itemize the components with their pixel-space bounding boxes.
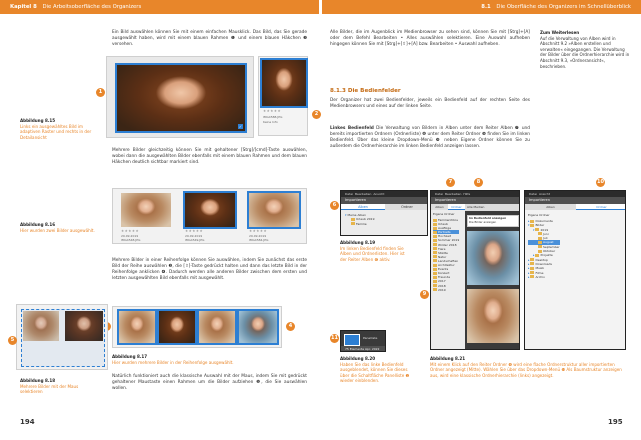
album-item[interactable]: Familie xyxy=(345,222,375,226)
range-thumb-1[interactable] xyxy=(119,311,155,343)
import-button[interactable]: Importieren xyxy=(431,197,519,204)
notice-text: Die Bilder anzeigen xyxy=(469,219,497,224)
chapter-title: Die Arbeitsoberfläche des Organizers xyxy=(42,4,142,10)
page-number-right: 195 xyxy=(608,418,623,426)
folder-item[interactable]: Familienfotos xyxy=(433,218,459,222)
folder-item[interactable]: Ausflüge xyxy=(433,226,459,230)
menu-file[interactable]: Datei xyxy=(529,192,538,196)
folder-item[interactable]: Natur xyxy=(433,255,459,259)
caption-text: Haben Sie das linke Bedienfeld ausgeblendet, können Sie dieses über die Schaltfläche Panelliste ❶ wieder einblenden. xyxy=(340,361,410,384)
panel-list-label[interactable]: Panelliste xyxy=(363,336,378,340)
folder-item[interactable]: Events xyxy=(433,267,459,271)
check-icon: ✓ xyxy=(238,124,243,129)
paragraph-body: Die Verwaltung von Bildern in Alben unter dem Reiter Alben ❼ und bereits importierten Ordnern (Ordnerliste) ❽ unter dem Reiter Ordner ❾ finden Sie im linken Bedienfeld. Über das kleine Dropdown-Menü ❿ neben Eigene Ordner können Sie zu außerdem die Ordnerhierarchie im linken Bedienfeld anzeigen lassen. xyxy=(330,126,531,150)
paragraph-heading: Linkes Bedienfeld xyxy=(330,126,374,131)
folder-tree xyxy=(528,219,560,279)
folder-item[interactable]: Tiere xyxy=(433,247,459,251)
right-paragraph-1: Alle Bilder, die im Augenblick im Medienbrowser zu sehen sind, können Sie mit [Strg]+[A] oder dem Befehl Bearbeiten • Alles auswählen selektieren. Eine Auswahl aufheben hingegen können Sie mit [Strg]+[⇧]+[A] bzw. Bearbeiten • Auswahl aufheben. xyxy=(330,30,530,48)
figure-8-21-tree xyxy=(524,190,626,350)
callout-2: 2 xyxy=(312,110,321,119)
figure-8-20-panel xyxy=(340,330,386,352)
caption-label: Abbildung 8.20 xyxy=(340,356,376,361)
caption-8-17 xyxy=(112,354,307,365)
tab-ordner[interactable]: Ordner xyxy=(448,204,465,210)
sidebar-box xyxy=(540,30,630,69)
left-paragraph-2: Mehrere Bilder gleichzeitig können Sie mit gehaltener [Strg]/[cmd]-Taste auswählen, wobei dann die ausgewählten Bilder ebenfalls mit einem blauen Rahmen und dem blauen Häkchen deutlich sichtbar markiert sind. xyxy=(112,148,307,166)
right-paragraph-2: Der Organizer hat zwei Bedienfelder, jeweils ein Bedienfeld auf der rechten Seite des Medienbrowsers und eines auf der linken Seite. xyxy=(330,98,530,110)
tree-node[interactable]: Oktober xyxy=(528,249,560,253)
tree-node[interactable]: ▸ Projekte xyxy=(533,253,553,258)
caption-text: Im linken Bedienfeld finden Sie Alben und Ordnerlisten. Hier ist der Reiter Alben ❻ aktiv. xyxy=(340,245,405,262)
rating-stars[interactable]: ★★★★★ xyxy=(263,109,282,113)
tree-node[interactable]: ▸ Archiv xyxy=(528,274,545,279)
album-root[interactable]: ▾ Meine Alben xyxy=(345,213,366,217)
date-2: 29.09.2019 xyxy=(185,234,203,238)
grid-photo-1[interactable] xyxy=(467,231,519,285)
figure-8-16 xyxy=(112,188,307,244)
callout-11: 11 xyxy=(331,335,338,341)
menu-file[interactable]: Datei xyxy=(345,192,354,196)
callout-8: 8 xyxy=(474,178,483,187)
folder-item[interactable]: Urlaub xyxy=(433,222,459,226)
menu-edit[interactable]: Bearbeiten xyxy=(444,192,462,196)
name-1: IMG4548.JPG xyxy=(121,238,141,242)
tree-node[interactable]: ▸ Filme xyxy=(528,270,544,275)
left-paragraph-4: Natürlich funktioniert auch die klassische Auswahl mit der Maus, indem Sie mit gedrückt gehaltener Maustaste einen Rahmen um die Bilder aufziehen ❺, die Sie auswählen wollen. xyxy=(112,374,307,392)
callout-1: 1 xyxy=(96,88,105,97)
caption-label: Abbildung 8.16 xyxy=(20,222,56,227)
tree-node-selected[interactable]: August xyxy=(528,240,560,244)
notice-title: Im Bedienfeld anzeigen xyxy=(469,216,507,220)
tree-node[interactable]: ▸ Dokumente xyxy=(528,219,553,223)
selection-marquee[interactable] xyxy=(21,309,105,367)
name-3: IMG4584.JPG xyxy=(249,238,269,242)
caption-label: Abbildung 8.19 xyxy=(340,240,376,245)
tab-all-media[interactable]: Alle Medien xyxy=(467,205,485,209)
callout-5: 5 xyxy=(8,336,17,345)
caption-text: Mit einem Klick auf den Reiter Ordner ❾ wird eine flache Ordnerstruktur aller importierten Ordner angezeigt (Mitte). Wählen Sie über das Dropdown-Menü ❿ Als Baumstruktur anzeigen aus, wird eine klassische Ordnerhierarchie (links) angezeigt. xyxy=(430,361,622,378)
folder-item[interactable]: Landschaften xyxy=(433,259,459,263)
caption-8-21 xyxy=(430,356,626,378)
tree-node[interactable]: ▸ Desktop xyxy=(528,257,548,262)
caption-label: Abbildung 8.17 xyxy=(112,354,148,359)
figure-8-17 xyxy=(112,306,282,348)
folder-item[interactable]: Winter 2018 xyxy=(433,243,459,247)
tree-node[interactable]: Juli xyxy=(528,236,560,240)
name-2: IMG4549.JPG xyxy=(185,238,205,242)
tree-node[interactable]: ▾ Bilder xyxy=(528,223,545,228)
selected-photo[interactable] xyxy=(117,65,245,131)
menu-file[interactable]: Datei xyxy=(435,192,444,196)
album-item[interactable]: Urlaub 2019 xyxy=(345,217,375,221)
callout-4: 4 xyxy=(286,322,295,331)
import-button[interactable]: Importieren xyxy=(341,197,427,204)
running-header-left xyxy=(0,0,319,14)
left-panel xyxy=(341,204,428,236)
range-thumb-2[interactable] xyxy=(159,311,195,343)
date-3: 29.09.2019 xyxy=(249,234,267,238)
range-thumb-3[interactable] xyxy=(199,311,235,343)
callout-9: 9 xyxy=(420,290,429,299)
folder-item[interactable]: 2017 xyxy=(433,279,459,283)
tree-node[interactable]: Juni xyxy=(528,232,560,236)
callout-7: 7 xyxy=(446,178,455,187)
caption-8-15 xyxy=(20,118,98,140)
menu-edit[interactable]: Bearbeiten xyxy=(354,192,372,196)
tab-ordner[interactable]: Ordner xyxy=(576,204,626,210)
caption-label: Abbildung 8.18 xyxy=(20,378,56,383)
status-bar: 75 Elemente Apr. 2022 xyxy=(341,346,385,352)
figure-8-18 xyxy=(16,304,108,370)
menu-view[interactable]: Ansicht xyxy=(373,192,385,196)
import-notice xyxy=(467,215,519,227)
folder-item[interactable]: Freunde xyxy=(433,275,459,279)
sidebar-title: Zum Weiterlesen xyxy=(540,30,580,35)
thumb-1[interactable] xyxy=(121,193,171,227)
tab-ordner[interactable]: Ordner xyxy=(385,204,428,210)
panel-list-icon[interactable] xyxy=(344,334,360,346)
folder-item[interactable]: Hochzeit xyxy=(433,234,459,238)
page-number-left: 194 xyxy=(20,418,35,426)
chapter-label: Kapitel 8 xyxy=(10,4,37,10)
folder-item-selected[interactable]: Portraits xyxy=(433,230,459,234)
thumb-3-selected[interactable] xyxy=(249,193,299,227)
folder-item[interactable]: 2019 xyxy=(433,288,459,292)
caption-label: Abbildung 8.21 xyxy=(430,356,466,361)
caption-8-16 xyxy=(20,222,98,233)
stars-1[interactable]: ★★★★★ xyxy=(121,229,140,233)
tree-node[interactable]: September xyxy=(528,245,560,249)
tab-alben[interactable]: Alben xyxy=(525,204,576,210)
sidebar-text: Auf die Verwaltung von Alben wird in Abschnitt 9.2 »Alben erstellen und verwalten« eingegangen. Die Verwaltung der Bilder über die Ordnerhierarchie wird in Abschnitt 9.3, »Ordneransicht«, beschrieben. xyxy=(540,35,630,69)
caption-text: Links ein ausgewähltes Bild im adaptiven Raster und rechts in der Detailansicht xyxy=(20,123,92,140)
figure-8-21-flat xyxy=(430,190,520,350)
figure-8-15-grid xyxy=(106,56,254,138)
flat-folder-list xyxy=(433,218,459,292)
caption-8-20 xyxy=(340,356,414,384)
file-name: IMG4588.JPG xyxy=(263,115,283,119)
figure-8-15-detail xyxy=(258,56,308,136)
own-folders-dropdown[interactable]: Eigene Ordner xyxy=(528,213,550,217)
menu-view[interactable]: Ansicht xyxy=(538,192,551,196)
caption-8-18 xyxy=(20,378,100,395)
tree-node[interactable]: ▸ Downloads xyxy=(528,261,552,266)
thumb-2-selected[interactable] xyxy=(185,193,235,227)
callout-6: 6 xyxy=(330,201,339,210)
section-heading: 8.1.3 Die Bedienfelder xyxy=(330,88,401,94)
left-paragraph-1: Ein Bild auswählen können Sie mit einem einfachen Mausklick. Das Bild, das Sie gerade ausgewählt haben, wird mit einem blauen Rahmen ❶ und einem blauen Häkchen ❷ versehen. xyxy=(112,30,307,48)
folder-item[interactable]: Sommer 2019 xyxy=(433,238,459,242)
tab-alben[interactable]: Alben xyxy=(431,204,448,210)
caption-text: Mehrere Bilder mit der Maus selektieren xyxy=(20,383,79,395)
tree-node[interactable]: ▾ 2019 xyxy=(533,227,549,232)
figure-8-19-panel xyxy=(340,190,428,236)
file-info: Keine Info xyxy=(263,120,278,124)
section-number: 8.1 xyxy=(481,4,491,10)
menu-help[interactable]: Hilfe xyxy=(463,192,471,196)
stars-3[interactable]: ★★★★★ xyxy=(249,229,268,233)
left-paragraph-3: Mehrere Bilder in einer Reihenfolge können Sie auswählen, indem Sie zunächst das erste Bild der Reihe auswählen ❸, die [⇧]-Taste gedrückt halten und dann das letzte Bild in der Reihenfolge anklicken ❹. Dadurch werden alle anderen Bilder zwischen dem ersten und letzten ausgewählten Bild ebenfalls mit ausgewählt. xyxy=(112,258,307,282)
folder-item[interactable]: 2018 xyxy=(433,284,459,288)
import-button[interactable]: Importieren xyxy=(525,197,625,204)
caption-text: Hier wurden zwei Bilder ausgewählt. xyxy=(20,227,95,233)
detail-photo[interactable] xyxy=(262,60,306,106)
callout-10: 10 xyxy=(597,179,604,185)
caption-text: Hier wurden mehrere Bilder in der Reihenfolge ausgewählt. xyxy=(112,359,234,365)
caption-label: Abbildung 8.15 xyxy=(20,118,56,123)
folder-item[interactable]: Architektur xyxy=(433,263,459,267)
folder-item[interactable]: Konzert xyxy=(433,271,459,275)
caption-8-19 xyxy=(340,240,410,262)
right-paragraph-3 xyxy=(330,126,530,150)
section-title: Die Oberfläche des Organizers im Schnellüberblick xyxy=(496,4,631,10)
running-header-right xyxy=(322,0,641,14)
own-folders-dropdown[interactable]: Eigene Ordner xyxy=(433,212,455,216)
range-thumb-4[interactable] xyxy=(239,311,277,343)
stars-2[interactable]: ★★★★★ xyxy=(185,229,204,233)
folder-panel xyxy=(431,204,465,350)
date-1: 29.09.2019 xyxy=(121,234,139,238)
tree-node[interactable]: ▸ Musik xyxy=(528,266,545,271)
album-tree xyxy=(345,213,375,226)
tab-alben[interactable]: Alben xyxy=(341,204,385,210)
grid-photo-2[interactable] xyxy=(467,289,519,343)
view-tabs xyxy=(465,204,519,211)
folder-item[interactable]: Städte xyxy=(433,251,459,255)
